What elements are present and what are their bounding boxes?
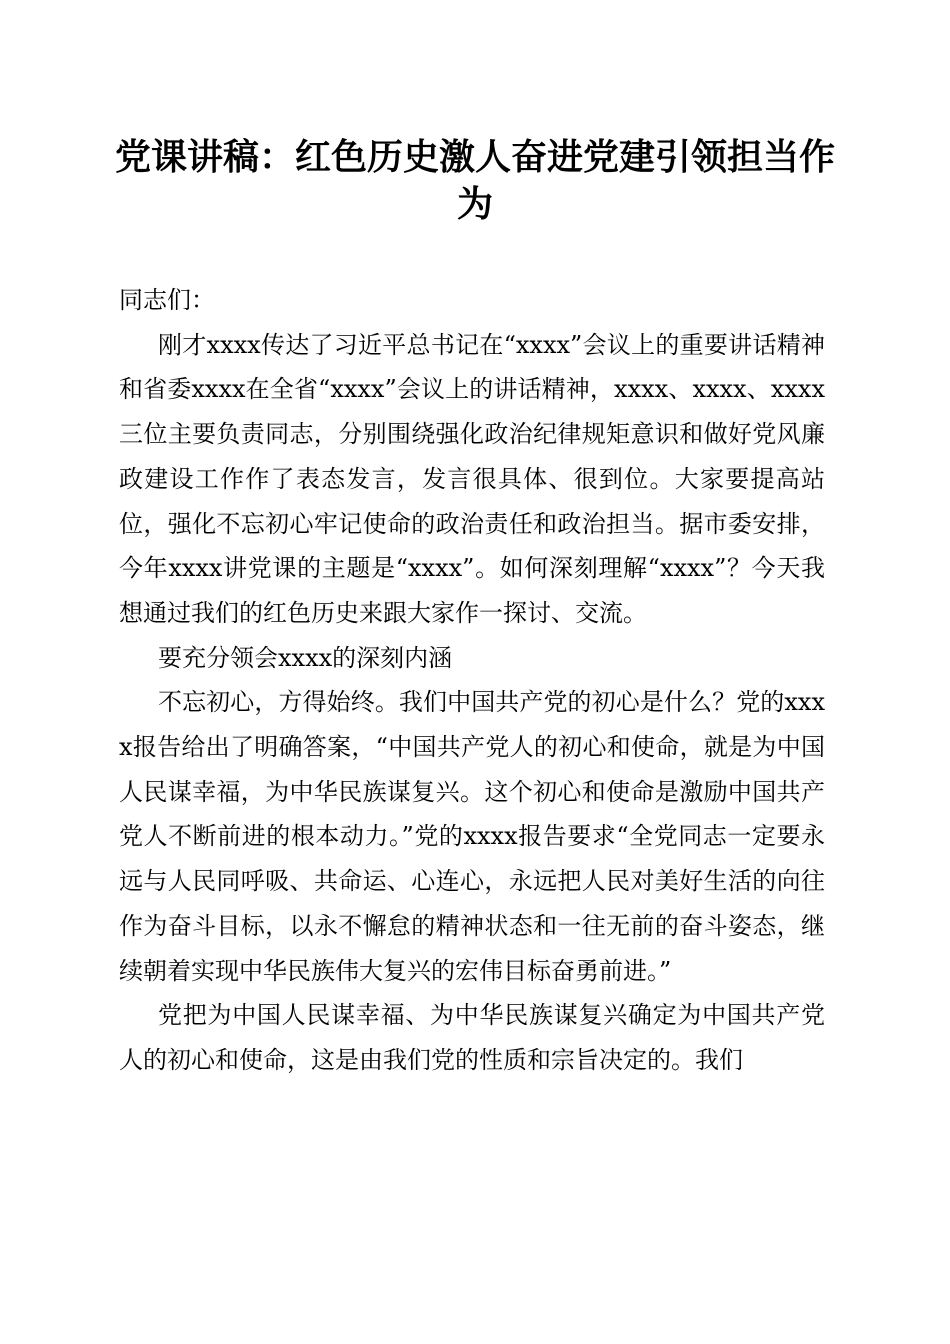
document-title: 党课讲稿：红色历史激人奋进党建引领担当作为	[114, 136, 835, 225]
paragraph-mission: 党把为中国人民谋幸福、为中华民族谋复兴确定为中国共产党人的初心和使命，这是由我们党的性质和宗旨决定的。我们	[119, 1001, 825, 1074]
paragraph-intro: 刚才xxxx传达了习近平总书记在“xxxx”会议上的重要讲话精神和省委xxxx在全省“xxxx”会议上的讲话精神，xxxx、xxxx、xxxx三位主要负责同志，分别围绕强化政治纪律规矩意识和做好党风廉政建设工作作了表态发言，发言很具体、很到位。大家要提高站位，强化不忘初心牢记使命的政治责任和政治担当。据市委安排，今年xxxx讲党课的主题是“xxxx”。如何深刻理解“xxxx”？今天我想通过我们的红色历史来跟大家作一探讨、交流。	[119, 330, 825, 627]
section-heading: 要充分领会xxxx的深刻内涵	[158, 643, 453, 672]
paragraph-original-aspiration: 不忘初心，方得始终。我们中国共产党的初心是什么？党的xxxx报告给出了明确答案，“中国共产党人的初心和使命，就是为中国人民谋幸福，为中华民族谋复兴。这个初心和使命是激励中国共产党人不断前进的根本动力。”党的xxxx报告要求“全党同志一定要永远与人民同呼吸、共命运、心连心，永远把人民对美好生活的向往作为奋斗目标，以永不懈怠的精神状态和一往无前的奋斗姿态，继续朝着实现中华民族伟大复兴的宏伟目标奋勇前进。”	[119, 688, 825, 985]
salutation: 同志们：	[119, 286, 215, 314]
document-body	[119, 278, 825, 1083]
